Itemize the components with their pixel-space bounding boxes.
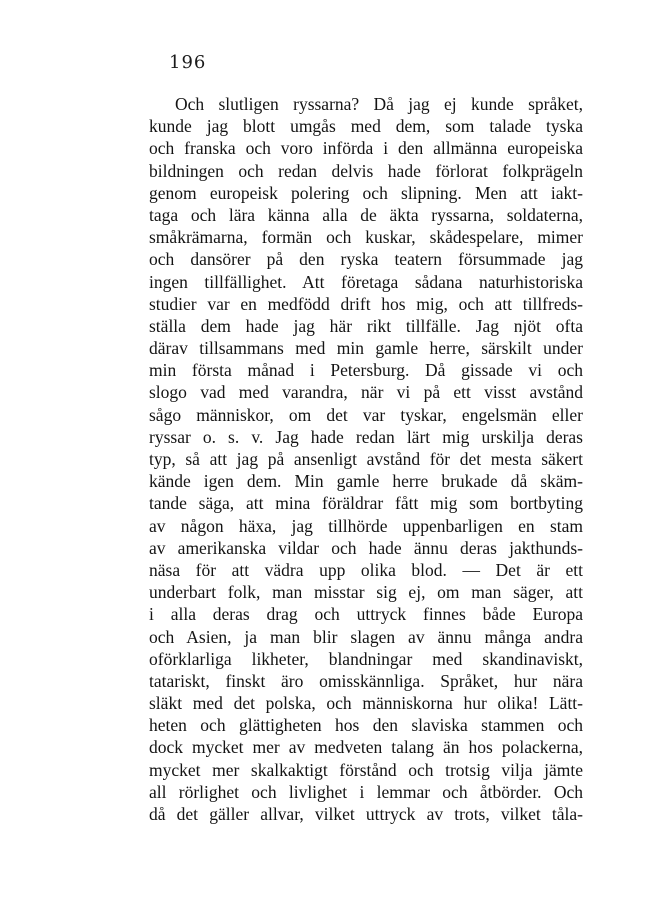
text-line: av någon häxa, jag tillhörde uppenbarligen en stam bbox=[149, 515, 583, 536]
text-line: släkt med det polska, och människorna hur olika! Lätt- bbox=[149, 693, 583, 714]
text-line: taga och lära känna alla de äkta ryssarna, soldaterna, bbox=[149, 204, 583, 225]
text-line: tande säga, att mina föräldrar fått mig som bortbyting bbox=[149, 493, 583, 514]
text-line: i alla deras drag och uttryck finnes både Europa bbox=[149, 604, 583, 625]
text-line: av amerikanska vildar och hade ännu deras jakthunds- bbox=[149, 537, 583, 558]
body-text bbox=[149, 93, 583, 825]
text-line: all rörlighet och livlighet i lemmar och åtbörder. Och bbox=[149, 781, 583, 802]
text-line: och franska och voro införda i den allmänna europeiska bbox=[149, 138, 583, 159]
text-line: ingen tillfällighet. Att företaga sådana naturhistoriska bbox=[149, 271, 583, 292]
text-line: ryssar o. s. v. Jag hade redan lärt mig urskilja deras bbox=[149, 426, 583, 447]
text-line: och dansörer på den ryska teatern försummade jag bbox=[149, 249, 583, 270]
text-line: underbart folk, man misstar sig ej, om man säger, att bbox=[149, 582, 583, 603]
text-line: dock mycket mer av medveten talang än hos polackerna, bbox=[149, 737, 583, 758]
text-line: oförklarliga likheter, blandningar med skandinaviskt, bbox=[149, 648, 583, 669]
text-line: sågo människor, om det var tyskar, engelsmän eller bbox=[149, 404, 583, 425]
text-line: studier var en medfödd drift hos mig, och att tillfreds- bbox=[149, 293, 583, 314]
text-line: näsa för att vädra upp olika blod. — Det är ett bbox=[149, 559, 583, 580]
text-line: då det gäller allvar, vilket uttryck av trots, vilket tåla- bbox=[149, 804, 583, 824]
text-line: genom europeisk polering och slipning. Men att iakt- bbox=[149, 182, 583, 203]
text-line: småkrämarna, formän och kuskar, skådespelare, mimer bbox=[149, 227, 583, 248]
text-line: därav tillsammans med min gamle herre, särskilt under bbox=[149, 338, 583, 359]
text-line: tatariskt, finskt äro omisskännliga. Språket, hur nära bbox=[149, 670, 583, 691]
page-number: 196 bbox=[169, 52, 207, 73]
text-line: bildningen och redan delvis hade förlorat folkprägeln bbox=[149, 160, 583, 181]
text-line: kände igen dem. Min gamle herre brukade då skäm- bbox=[149, 471, 583, 492]
text-line: kunde jag blott umgås med dem, som talade tyska bbox=[149, 116, 583, 137]
text-line: ställa dem hade jag här rikt tillfälle. Jag njöt ofta bbox=[149, 315, 583, 336]
text-line: min första månad i Petersburg. Då gissade vi och bbox=[149, 360, 583, 381]
text-line: mycket mer skalkaktigt förstånd och trotsig vilja jämte bbox=[149, 759, 583, 780]
text-line: Och slutligen ryssarna? Då jag ej kunde språket, bbox=[175, 94, 583, 114]
text-line: och Asien, ja man blir slagen av ännu många andra bbox=[149, 626, 583, 647]
text-line: heten och glättigheten hos den slaviska stammen och bbox=[149, 715, 583, 736]
text-line: typ, så att jag på ansenligt avstånd för det mesta säkert bbox=[149, 449, 583, 469]
text-line: slogo vad med varandra, när vi på ett visst avstånd bbox=[149, 382, 583, 403]
